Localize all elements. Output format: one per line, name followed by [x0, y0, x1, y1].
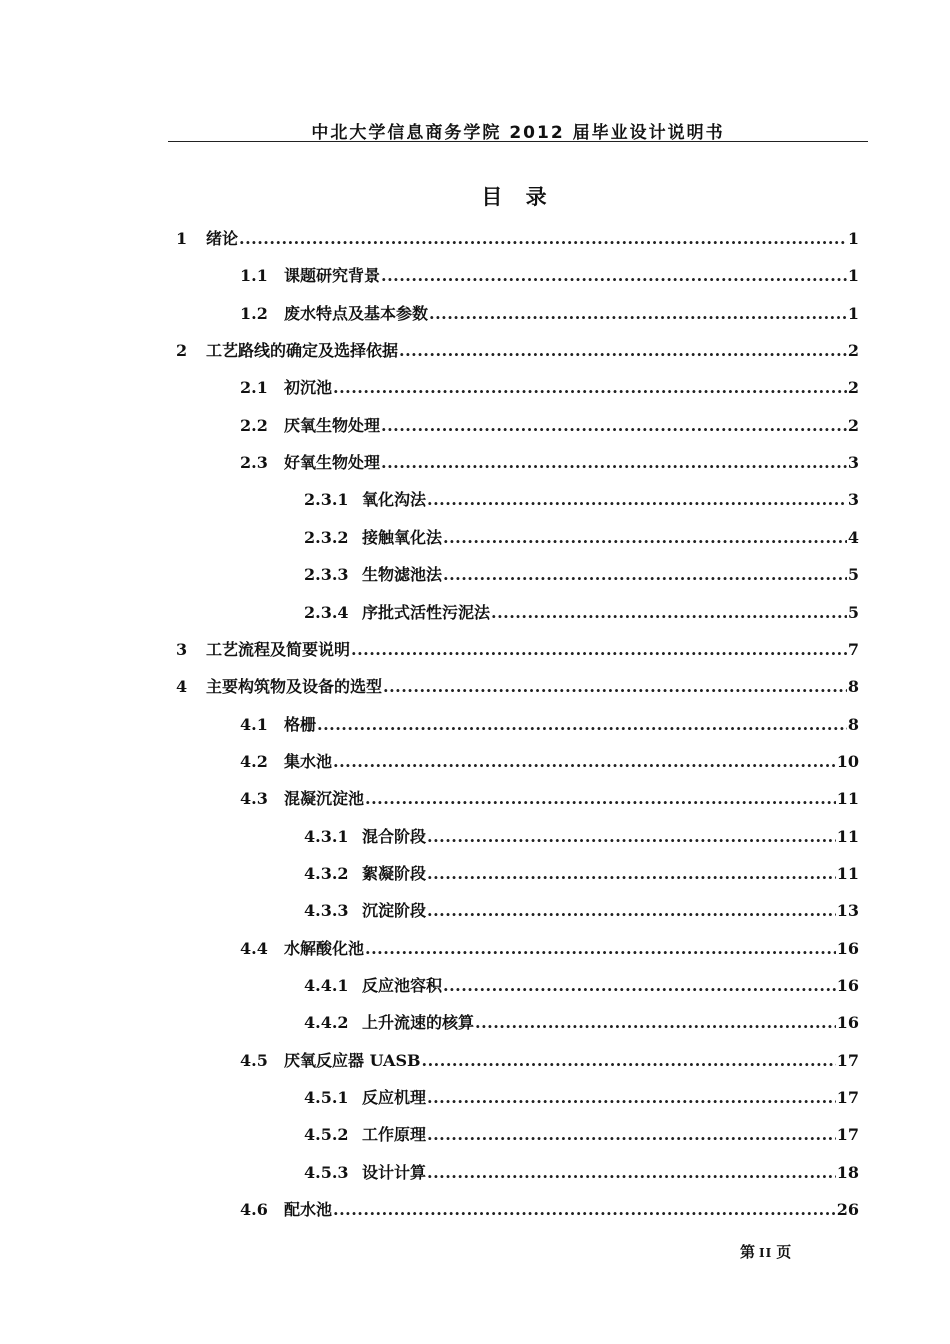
toc-entry-page: 17 — [836, 1088, 859, 1108]
toc-entry-number: 4.3 — [240, 789, 268, 809]
toc-leader-dots — [381, 264, 847, 288]
toc-entry-text: 序批式活性污泥法 — [362, 602, 491, 622]
toc-entry-number: 3 — [176, 639, 188, 659]
toc-entry[interactable] — [304, 563, 859, 587]
toc-entry[interactable] — [240, 937, 859, 961]
footer-prefix: 第 — [740, 1243, 756, 1261]
toc-entry-number: 2.2 — [240, 415, 268, 435]
toc-entry-page: 8 — [847, 677, 859, 697]
toc-leader-dots — [427, 1086, 836, 1110]
toc-entry-page: 13 — [836, 901, 859, 921]
toc-entry-number: 2.1 — [240, 378, 268, 398]
toc-entry[interactable] — [240, 1198, 859, 1222]
toc-leader-dots — [427, 862, 836, 886]
toc-leader-dots — [381, 414, 847, 438]
toc-entry-number: 4.5.3 — [304, 1162, 349, 1182]
toc-leader-dots — [475, 1011, 836, 1035]
toc-entry-number: 2.3.3 — [304, 565, 349, 585]
toc-leader-dots — [333, 376, 847, 400]
toc-entry-page: 2 — [847, 415, 859, 435]
toc-entry-text: 工艺路线的确定及选择依据 — [206, 341, 399, 361]
toc-entry-page: 5 — [847, 602, 859, 622]
toc-entry[interactable] — [240, 750, 859, 774]
toc-entry[interactable] — [304, 601, 859, 625]
toc-entry-number: 4.4.2 — [304, 1013, 349, 1033]
toc-entry-number: 2.3.2 — [304, 527, 349, 547]
toc-entry[interactable] — [240, 376, 859, 400]
toc-entry-page: 2 — [847, 341, 859, 361]
toc-entry-page: 1 — [847, 303, 859, 323]
toc-entry-text: 废水特点及基本参数 — [284, 303, 429, 323]
toc-title: 目 录 — [481, 185, 555, 209]
toc-entry[interactable] — [304, 862, 859, 886]
toc-leader-dots — [383, 675, 847, 699]
toc-entry[interactable] — [304, 1123, 859, 1147]
toc-leader-dots — [427, 899, 836, 923]
toc-leader-dots — [381, 451, 847, 475]
toc-leader-dots — [427, 1161, 836, 1185]
toc-leader-dots — [333, 1198, 836, 1222]
page-header-title: 中北大学信息商务学院 2012 届毕业设计说明书 — [311, 123, 725, 143]
toc-entry-text: 初沉池 — [284, 378, 333, 398]
toc-entry-number: 4.1 — [240, 714, 268, 734]
toc-entry[interactable] — [240, 414, 859, 438]
toc-entry[interactable] — [304, 899, 859, 923]
toc-entry[interactable] — [176, 339, 859, 363]
toc-entry-text: 好氧生物处理 — [284, 453, 381, 473]
toc-entry-text: 混凝沉淀池 — [284, 789, 365, 809]
toc-entry-text: 配水池 — [284, 1200, 333, 1220]
toc-leader-dots — [365, 937, 836, 961]
toc-leader-dots — [429, 302, 847, 326]
toc-entry-text: 反应池容积 — [362, 976, 443, 995]
toc-entry-number: 4.6 — [240, 1200, 268, 1220]
toc-entry-text: 工艺流程及简要说明 — [206, 639, 351, 659]
toc-entry-page: 17 — [836, 1050, 859, 1070]
toc-entry-number: 1.1 — [240, 266, 268, 286]
toc-leader-dots — [333, 750, 836, 774]
toc-entry[interactable] — [240, 1049, 859, 1073]
toc-entry[interactable] — [240, 713, 859, 737]
toc-entry[interactable] — [304, 974, 859, 998]
toc-entry[interactable] — [304, 1161, 859, 1185]
toc-entry-page: 4 — [847, 527, 859, 547]
toc-entry-text: 上升流速的核算 — [362, 1013, 475, 1033]
toc-entry-number: 2.3.1 — [304, 490, 349, 510]
toc-entry-number: 4.3.2 — [304, 863, 349, 883]
toc-entry-page: 16 — [836, 976, 859, 995]
toc-entry-text: 絮凝阶段 — [362, 863, 427, 883]
toc-entry-number: 4 — [176, 677, 188, 697]
toc-entry[interactable] — [304, 825, 859, 849]
toc-leader-dots — [443, 563, 847, 587]
toc-entry-text: 绪论 — [206, 229, 239, 248]
toc-entry-number: 4.3.1 — [304, 826, 349, 846]
toc-entry[interactable] — [176, 227, 859, 251]
toc-entry[interactable] — [240, 302, 859, 326]
toc-entry-text: 氧化沟法 — [362, 490, 427, 510]
toc-leader-dots — [239, 227, 847, 251]
toc-entry[interactable] — [304, 488, 859, 512]
footer-suffix: 页 — [776, 1243, 792, 1261]
toc-leader-dots — [422, 1049, 836, 1073]
toc-entry-page: 11 — [836, 826, 859, 846]
toc-entry-page: 1 — [847, 229, 859, 248]
toc-entry-page: 5 — [847, 565, 859, 585]
toc-entry-page: 11 — [836, 863, 859, 883]
toc-entry-number: 4.5 — [240, 1050, 268, 1070]
toc-leader-dots — [365, 787, 836, 811]
toc-entry-number: 2 — [176, 341, 188, 361]
toc-entry-page: 10 — [836, 751, 859, 771]
toc-entry[interactable] — [176, 638, 859, 662]
toc-entry-page: 1 — [847, 266, 859, 286]
toc-entry-number: 1.2 — [240, 303, 268, 323]
toc-entry[interactable] — [240, 787, 859, 811]
toc-entry[interactable] — [176, 675, 859, 699]
toc-leader-dots — [317, 713, 847, 737]
toc-entry-page: 3 — [847, 490, 859, 510]
toc-entry-text: 课题研究背景 — [284, 266, 381, 286]
header-rule — [168, 141, 868, 142]
toc-entry-page: 7 — [847, 639, 859, 659]
toc-entry-page: 16 — [836, 1013, 859, 1033]
toc-entry-number: 2.3.4 — [304, 602, 349, 622]
toc-entry[interactable] — [240, 451, 859, 475]
toc-entry[interactable] — [304, 1011, 859, 1035]
toc-entry-number: 4.4 — [240, 938, 268, 958]
toc-entry-page: 8 — [847, 714, 859, 734]
footer-page-number: II — [759, 1246, 773, 1260]
toc-entry-page: 2 — [847, 378, 859, 398]
toc-entry-number: 2.3 — [240, 453, 268, 473]
toc-entry-text: 反应机理 — [362, 1088, 427, 1108]
toc-entry-number: 4.2 — [240, 751, 268, 771]
toc-entry-page: 26 — [836, 1200, 859, 1220]
toc-entry-number: 4.5.2 — [304, 1125, 349, 1145]
toc-leader-dots — [351, 638, 847, 662]
toc-entry-text: 厌氧生物处理 — [284, 415, 381, 435]
toc-entry-page: 16 — [836, 938, 859, 958]
toc-leader-dots — [491, 601, 847, 625]
toc-leader-dots — [427, 1123, 836, 1147]
toc-entry-text: 生物滤池法 — [362, 565, 443, 585]
toc-leader-dots — [399, 339, 847, 363]
toc-entry-number: 4.5.1 — [304, 1088, 349, 1108]
toc-leader-dots — [443, 526, 847, 550]
toc-entry-text: 集水池 — [284, 751, 333, 771]
toc-entry[interactable] — [304, 526, 859, 550]
toc-entry-number: 4.3.3 — [304, 901, 349, 921]
toc-entry-text: 格栅 — [284, 714, 317, 734]
toc-entry-page: 11 — [836, 789, 859, 809]
toc-entry-text: 混合阶段 — [362, 826, 427, 846]
toc-entry-page: 18 — [836, 1162, 859, 1182]
toc-leader-dots — [443, 974, 836, 998]
toc-entry-number: 1 — [176, 229, 188, 248]
toc-entry-text: 设计计算 — [362, 1162, 427, 1182]
toc-entry-page: 3 — [847, 453, 859, 473]
toc-entry-text: 厌氧反应器 UASB — [284, 1050, 421, 1070]
toc-entry-text: 水解酸化池 — [284, 938, 365, 958]
toc-entry-text: 主要构筑物及设备的选型 — [206, 677, 383, 697]
toc-entry[interactable] — [304, 1086, 859, 1110]
toc-leader-dots — [427, 488, 847, 512]
toc-entry-text: 接触氧化法 — [362, 527, 443, 547]
toc-leader-dots — [427, 825, 836, 849]
toc-entry-text: 工作原理 — [362, 1125, 427, 1145]
toc-entry-text: 沉淀阶段 — [362, 901, 427, 921]
toc-entry-number: 4.4.1 — [304, 976, 349, 995]
toc-entry-page: 17 — [836, 1125, 859, 1145]
toc-entry[interactable] — [240, 264, 859, 288]
page-footer — [740, 1241, 791, 1262]
